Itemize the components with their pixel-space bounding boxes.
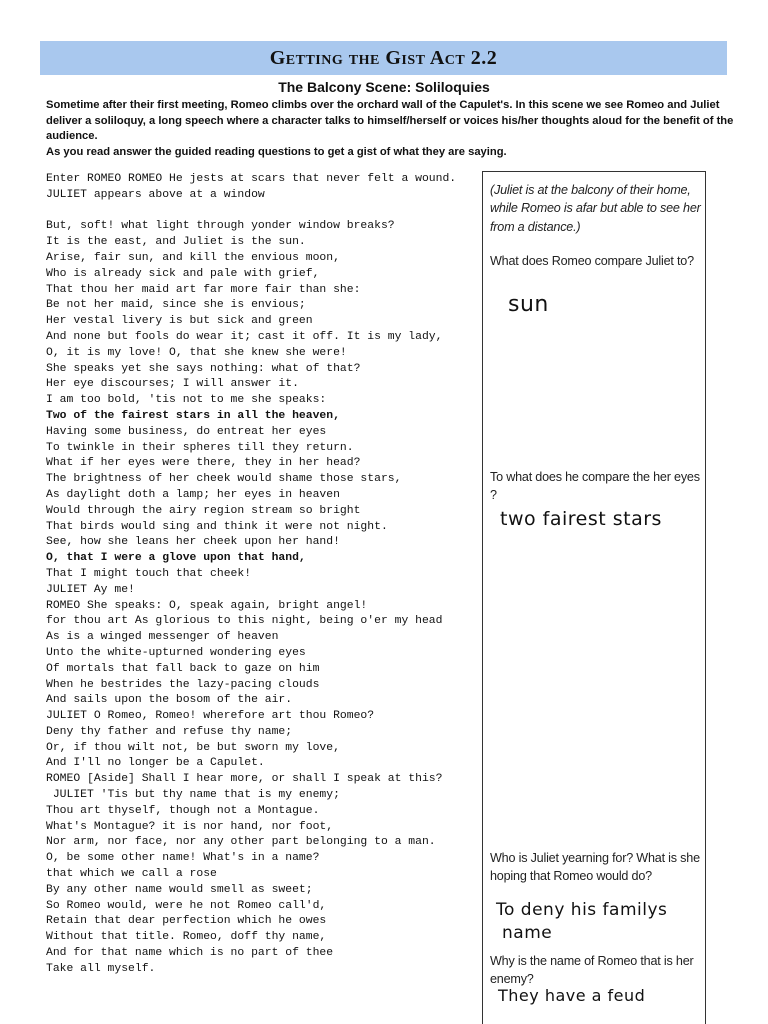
- script-line: The brightness of her cheek would shame those stars,: [46, 473, 402, 486]
- script-line: Deny thy father and refuse thy name;: [46, 725, 293, 738]
- script-line: What if her eyes were there, they in her head?: [46, 457, 361, 470]
- script-line: Take all myself.: [46, 962, 156, 975]
- title-bar: [40, 41, 727, 75]
- script-line: So Romeo would, were he not Romeo call'd,: [46, 899, 327, 912]
- script-line: Who is already sick and pale with grief,: [46, 267, 320, 280]
- script-line: She speaks yet she says nothing: what of that?: [46, 362, 361, 375]
- script-line: Unto the white-upturned wondering eyes: [46, 646, 306, 659]
- script-line: Enter ROMEO ROMEO He jests at scars that never felt a wound.: [46, 173, 457, 185]
- script-line: Thou art thyself, though not a Montague.: [46, 804, 320, 817]
- script-line: Be not her maid, since she is envious;: [46, 299, 306, 312]
- question-2: To what does he compare the her eyes ?: [490, 470, 700, 503]
- script-line: Having some business, do entreat her eyes: [46, 425, 327, 438]
- script-line: O, that I were a glove upon that hand,: [46, 552, 306, 565]
- answer-2: two fairest stars: [500, 508, 662, 530]
- play-script: [46, 172, 482, 992]
- script-line: And none but fools do wear it; cast it off. It is my lady,: [46, 330, 443, 343]
- script-line: JULIET appears above at a window: [46, 188, 265, 201]
- script-line: To twinkle in their spheres till they return.: [46, 441, 354, 454]
- script-line: Or, if thou wilt not, be but sworn my love,: [46, 741, 340, 754]
- intro-text: [46, 98, 736, 160]
- script-line: When he bestrides the lazy-pacing clouds: [46, 678, 320, 691]
- answer-4: They have a feud: [498, 986, 646, 1005]
- script-line: And I'll no longer be a Capulet.: [46, 757, 265, 770]
- script-line: O, it is my love! O, that she knew she were!: [46, 346, 347, 359]
- script-line: That thou her maid art far more fair than she:: [46, 283, 361, 296]
- script-line: That birds would sing and think it were not night.: [46, 520, 388, 533]
- script-line: Her vestal livery is but sick and green: [46, 315, 313, 328]
- script-line: What's Montague? it is nor hand, nor foot,: [46, 820, 334, 833]
- script-line: JULIET Ay me!: [46, 583, 135, 596]
- question-1: What does Romeo compare Juliet to?: [490, 254, 694, 268]
- script-line: By any other name would smell as sweet;: [46, 883, 313, 896]
- script-line: JULIET 'Tis but thy name that is my enemy;: [46, 789, 340, 802]
- question-3: Who is Juliet yearning for? What is she hoping that Romeo would do?: [490, 851, 700, 884]
- script-line: [46, 204, 482, 220]
- script-line: Two of the fairest stars in all the heaven,: [46, 409, 340, 422]
- script-line: I am too bold, 'tis not to me she speaks:: [46, 394, 327, 407]
- script-line: But, soft! what light through yonder window breaks?: [46, 220, 395, 233]
- page-title: Getting the Gist Act 2.2: [269, 46, 498, 69]
- script-line: Her eye discourses; I will answer it.: [46, 378, 299, 391]
- script-line: O, be some other name! What's in a name?: [46, 852, 320, 865]
- script-line: ROMEO She speaks: O, speak again, bright angel!: [46, 599, 368, 612]
- script-line: Would through the airy region stream so bright: [46, 504, 361, 517]
- script-line: As is a winged messenger of heaven: [46, 631, 279, 644]
- answer-1: sun: [508, 292, 549, 317]
- script-line: And sails upon the bosom of the air.: [46, 694, 293, 707]
- scene-note: (Juliet is at the balcony of their home, while Romeo is afar but able to see her from a distance.): [490, 183, 701, 234]
- question-4: Why is the name of Romeo that is her enemy?: [490, 954, 694, 987]
- script-line: for thou art As glorious to this night, being o'er my head: [46, 615, 443, 628]
- script-line: That I might touch that cheek!: [46, 567, 252, 580]
- script-line: And for that name which is no part of thee: [46, 947, 334, 960]
- answer-3-line-1: To deny his familys: [496, 900, 668, 920]
- script-line: See, how she leans her cheek upon her hand!: [46, 536, 340, 549]
- answer-3-line-2: name: [502, 923, 553, 943]
- script-line: Of mortals that fall back to gaze on him: [46, 662, 320, 675]
- script-line: Arise, fair sun, and kill the envious moon,: [46, 251, 340, 264]
- page-subtitle: The Balcony Scene: Soliloquies: [278, 79, 490, 95]
- intro-paragraph-2: As you read answer the guided reading questions to get a gist of what they are saying.: [46, 145, 507, 158]
- script-line: ROMEO [Aside] Shall I hear more, or shall I speak at this?: [46, 773, 443, 786]
- script-line: As daylight doth a lamp; her eyes in heaven: [46, 488, 340, 501]
- script-line: that which we call a rose: [46, 868, 217, 881]
- script-line: Without that title. Romeo, doff thy name,: [46, 931, 327, 944]
- script-line: Retain that dear perfection which he owes: [46, 915, 327, 928]
- script-line: JULIET O Romeo, Romeo! wherefore art thou Romeo?: [46, 710, 375, 723]
- script-line: Nor arm, nor face, nor any other part belonging to a man.: [46, 836, 436, 849]
- script-line: It is the east, and Juliet is the sun.: [46, 236, 306, 249]
- intro-paragraph-1: Sometime after their first meeting, Romeo climbs over the orchard wall of the Capulet's. In this scene we see Romeo and Juliet deliver a soliloquy, a long speech where a character talks to himself/herself or voices his/her thoughts aloud for the benefit of the audience.: [46, 99, 734, 143]
